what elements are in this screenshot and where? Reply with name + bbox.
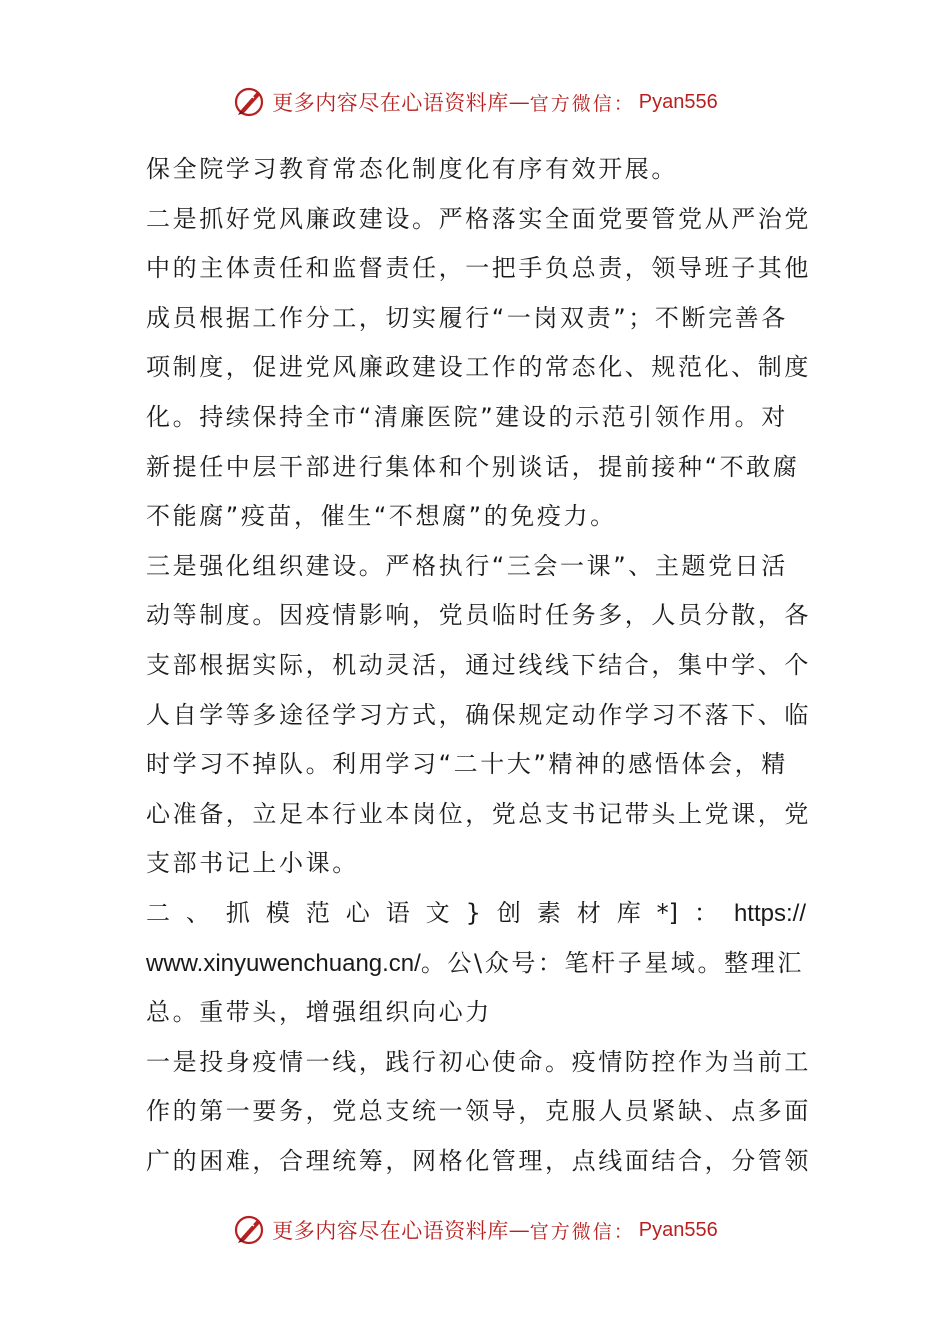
text-line: 动等制度。因疫情影响，党员临时任务多，人员分散，各 (146, 601, 811, 630)
banner-separator: — (508, 90, 530, 114)
heading-url-prefix: https:// (733, 899, 806, 927)
text-line: 心准备，立足本行业本岗位，党总支书记带头上党课，党 (146, 799, 811, 828)
text-line: 广的困难，合理统筹，网格化管理，点线面结合，分管领 (146, 1146, 811, 1175)
heading-char: 素 (536, 898, 561, 927)
text-line: 成员根据工作分工，切实履行“一岗双责”；不断完善各 (146, 303, 788, 332)
heading-char: 材 (576, 898, 601, 927)
heading-char: 心 (345, 898, 370, 927)
text-line: 三是强化组织建设。严格执行“三会一课”、主题党日活 (146, 551, 788, 580)
heading-char: 创 (496, 898, 521, 927)
banner-subtitle: 官方微信： (529, 1220, 635, 1243)
banner-title: 更多内容尽在心语资料库 (272, 1219, 509, 1243)
document-body (146, 145, 811, 1186)
heading-char: } (465, 898, 481, 927)
text-line: 中的主体责任和监督责任，一把手负总责，领导班子其他 (146, 254, 811, 283)
url-line-rest: 。公\众号：笔杆子星域。整理汇 (420, 948, 804, 977)
text-line: 时学习不掉队。利用学习“二十大”精神的感悟体会，精 (146, 750, 788, 779)
text-line: 作的第一要务，党总支统一领导，克服人员紧缺、点多面 (146, 1097, 811, 1126)
text-line: 二是抓好党风廉政建设。严格落实全面党要管党从严治党 (146, 204, 811, 233)
banner-separator: — (508, 1218, 530, 1242)
pen-logo-icon (232, 1212, 268, 1248)
banner-wechat-id: Pyan556 (638, 90, 718, 113)
heading-char: 文 (425, 898, 450, 927)
text-line: 总。重带头，增强组织向心力 (146, 998, 492, 1027)
heading-char: *] (656, 898, 679, 927)
heading-char: 库 (616, 898, 641, 927)
text-line: 保全院学习教育常态化制度化有序有效开展。 (146, 155, 678, 183)
header-banner (0, 82, 950, 122)
banner-subtitle: 官方微信： (529, 92, 635, 115)
text-line: 支部书记上小课。 (146, 849, 359, 878)
text-line: 一是投身疫情一线，践行初心使命。疫情防控作为当前工 (146, 1047, 811, 1076)
text-line: 不能腐”疫苗，催生“不想腐”的免疫力。 (146, 502, 617, 531)
banner-title: 更多内容尽在心语资料库 (272, 91, 509, 115)
website-link[interactable]: www.xinyuwenchuang.cn/ (146, 949, 421, 977)
heading-char: ： (694, 898, 718, 927)
text-line: 新提任中层干部进行集体和个别谈话，提前接种“不敢腐 (146, 452, 800, 481)
pen-logo-icon (232, 84, 268, 120)
url-line (146, 939, 806, 989)
heading-char: 抓 (225, 898, 250, 927)
text-line: 项制度，促进党风廉政建设工作的常态化、规范化、制度 (146, 353, 811, 382)
banner-wechat-id: Pyan556 (638, 1218, 718, 1241)
text-line: 支部根据实际，机动灵活，通过线线下结合，集中学、个 (146, 650, 811, 679)
footer-banner (0, 1210, 950, 1250)
heading-char: 模 (265, 898, 290, 927)
heading-char: 语 (385, 898, 410, 927)
heading-char: 二 (146, 898, 170, 927)
section-heading-line (146, 889, 806, 939)
text-line: 化。持续保持全市“清廉医院”建设的示范引领作用。对 (146, 402, 788, 431)
text-line: 人自学等多途径学习方式，确保规定动作学习不落下、临 (146, 700, 811, 729)
heading-char: 范 (305, 898, 330, 927)
heading-char: 、 (185, 898, 210, 927)
